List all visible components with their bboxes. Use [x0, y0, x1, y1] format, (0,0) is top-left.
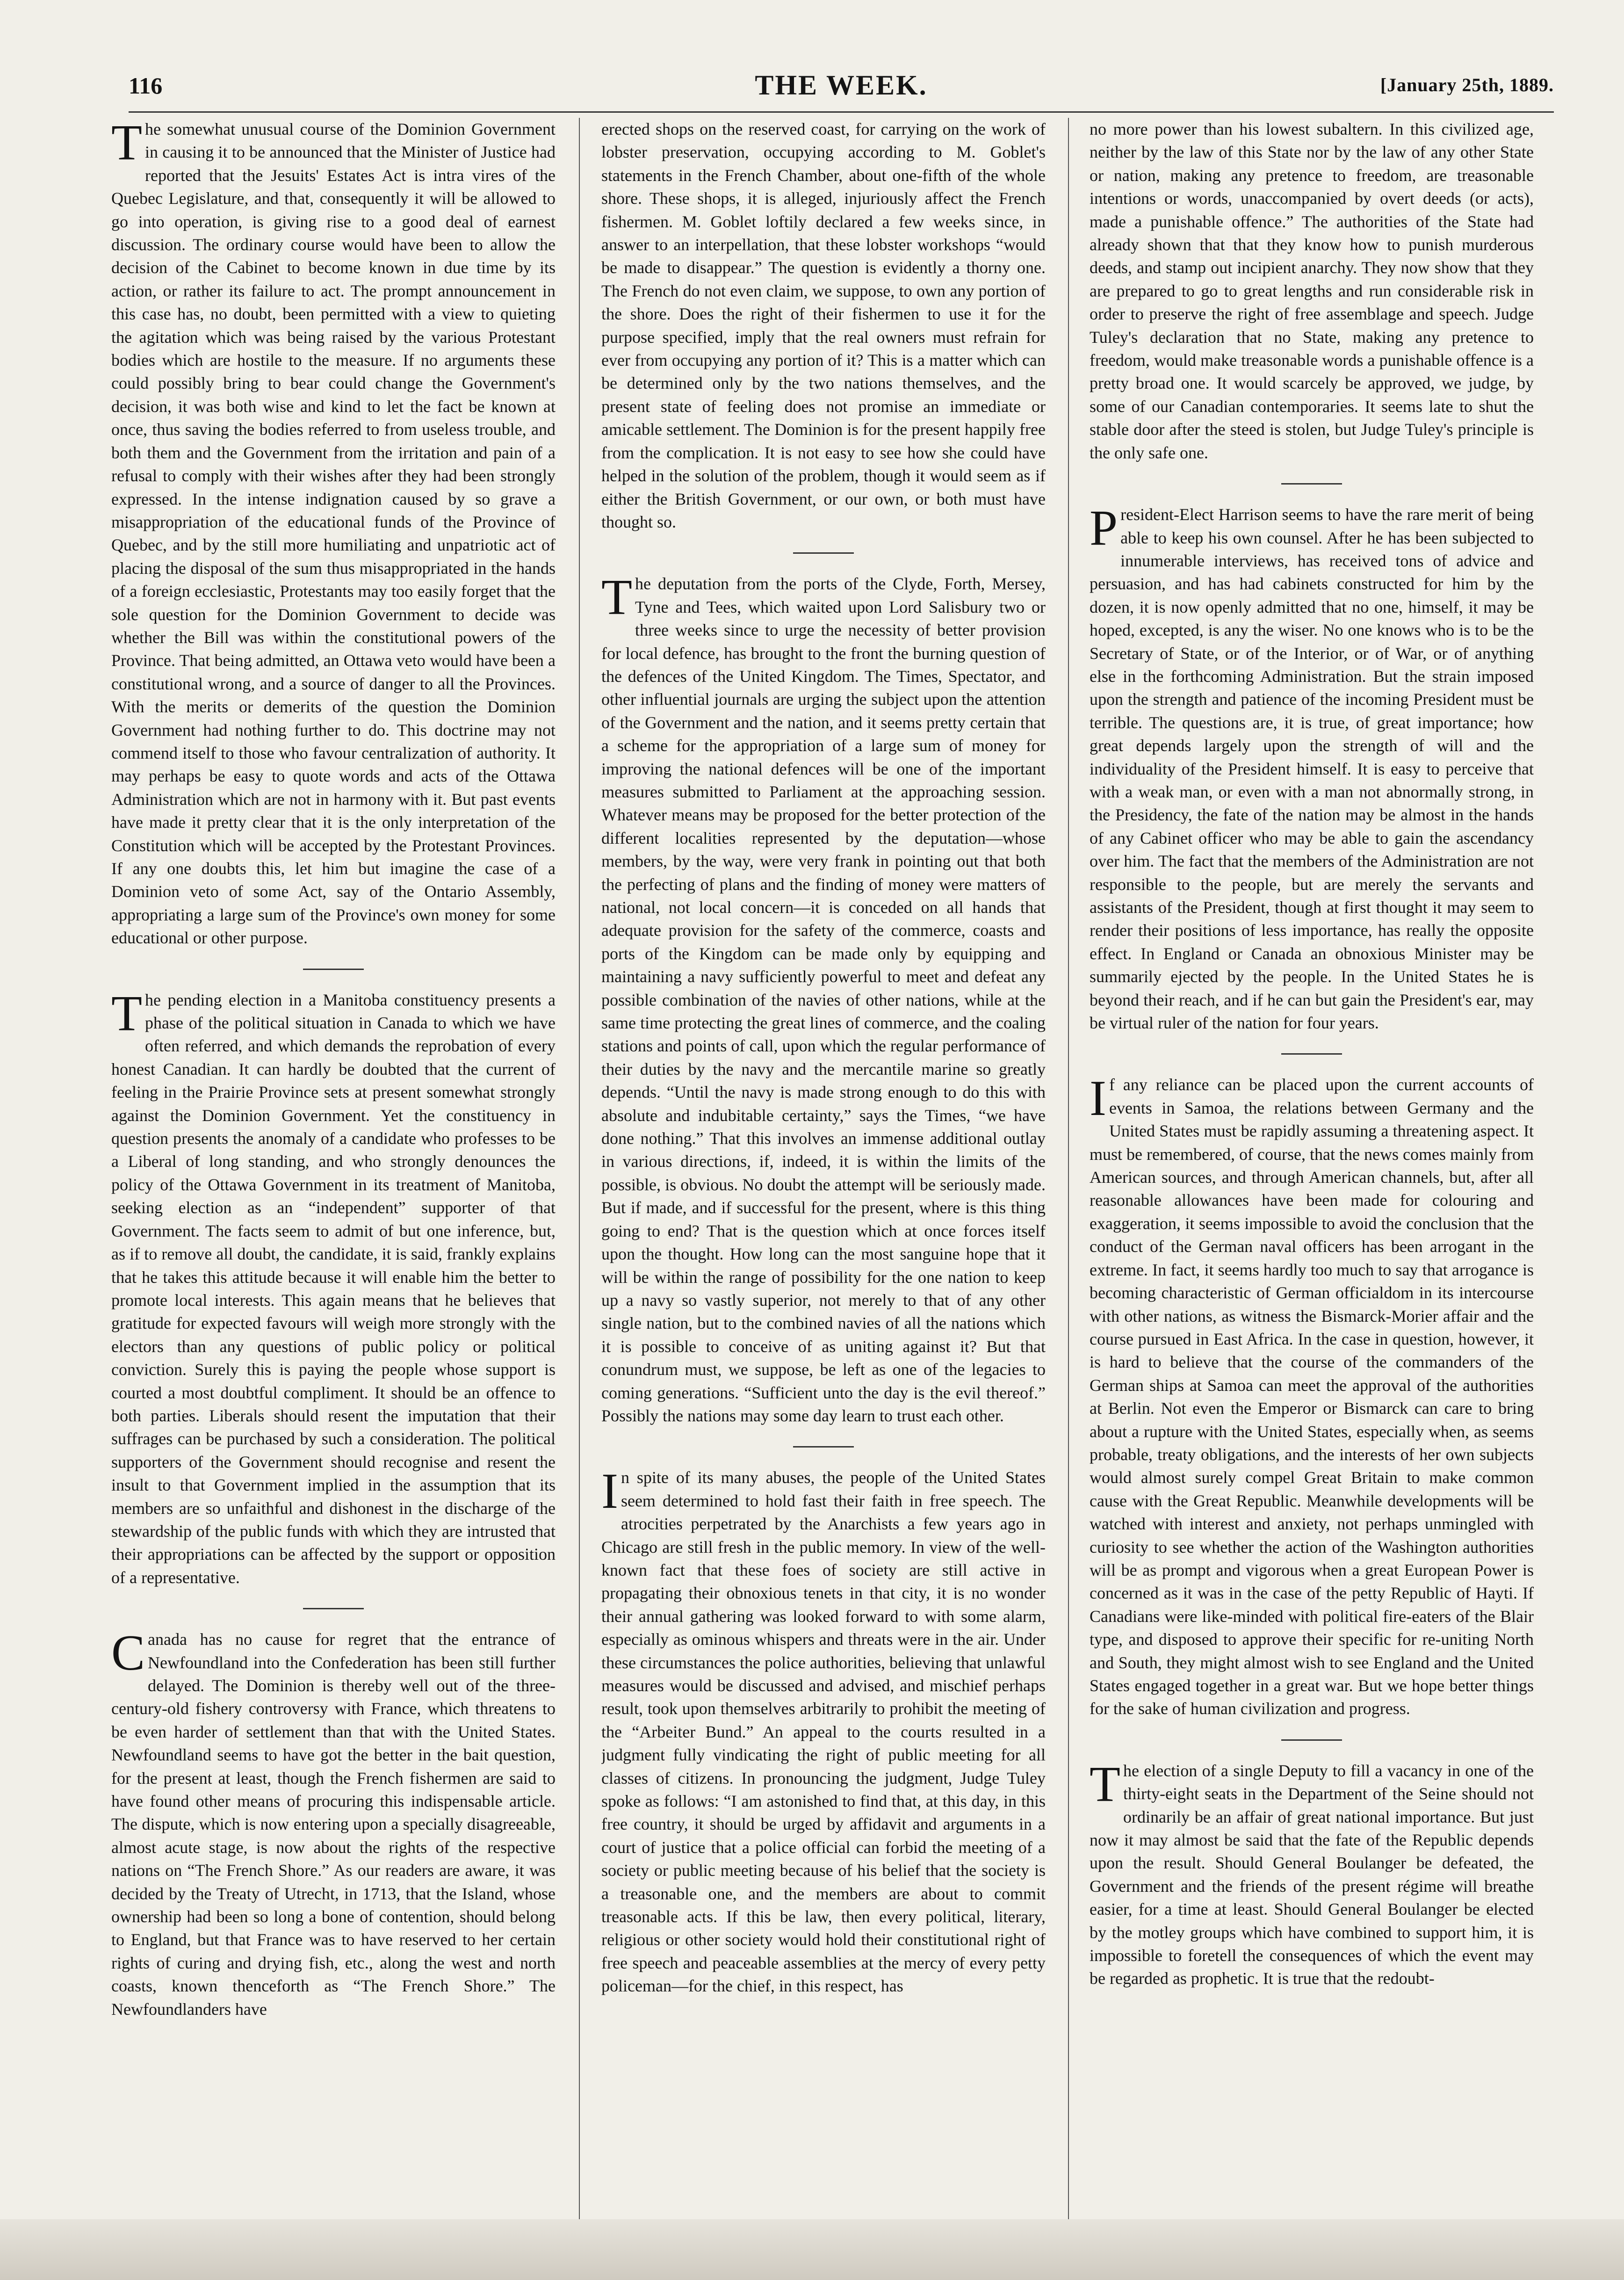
column-divider	[1068, 118, 1069, 2232]
column-2	[601, 118, 1046, 2222]
article-national-defences: The deputation from the ports of the Clyde, Forth, Mersey, Tyne and Tees, which waited upon Lord Salisbury two or three weeks since to urge the necessity of better provision for local defence, has brought to the front the burning question of the defences of the United Kingdom. The Times, Spectator, and other influential journals are urging the subject upon the attention of the Government and the nation, and it seems pretty certain that a scheme for the appropriation of a large sum of money for improving the national defences will be one of the important measures submitted to Parliament at the approaching session. Whatever means may be proposed for the better protection of the different localities represented by the deputation—whose members, by the way, were very frank in pointing out that both the perfecting of plans and the finding of money were matters of national, not local concern—it is conceded on all hands that adequate provision for the safety of the commerce, coasts and ports of the Kingdom can be made only by equipping and maintaining a navy sufficiently powerful to meet and defeat any possible combination of the navies of other nations, while at the same time protecting the great lines of commerce, and the coaling stations and points of call, upon which the regular performance of their duties by the navy and the mercantile marine so greatly depends. “Until the navy is made strong enough to do this with absolute and indubitable certainty,” says the Times, “we have done nothing.” That this involves an immense additional outlay in various directions, if, indeed, it is within the limits of the possible, is obvious. No doubt the attempt will be seriously made. But if made, and if successful for the present, where is this thing going to end? That is the question which at once forces itself upon the thought. How long can the most sanguine hope that it will be within the range of possibility for the one nation to keep up a navy so vastly superior, not merely to that of any other single nation, but to the combined navies of all the nations which it is possible to conceive of as uniting against it? But that conundrum must, we suppose, be left as one of the legacies to coming generations. “Sufficient unto the day is the evil thereof.” Possibly the nations may some day learn to trust each other.	[601, 570, 1046, 1425]
column-divider	[579, 118, 580, 2232]
column-3	[1090, 118, 1534, 2222]
article-manitoba-election: The pending election in a Manitoba constituency presents a phase of the political situation in Canada to which we have often referred, and which demands the reprobation of every honest Canadian. It can hardly be doubted that the current of feeling in the Prairie Province sets at present somewhat strongly against the Dominion Government. Yet the constituency in question presents the anomaly of a candidate who professes to be a Liberal of long standing, and who strongly denounces the policy of the Ottawa Government in its treatment of Manitoba, seeking election as an “independent” supporter of that Government. The facts seem to admit of but one inference, but, as if to remove all doubt, the candidate, it is said, frankly explains that he takes this attitude because it will enable him the better to promote local interests. This again means that he believes that gratitude for expected favours will weigh more strongly with the electors than any questions of public policy or political conviction. Surely this is paying the people whose support is courted a most doubtful compliment. It should be an offence to both parties. Liberals should resent the imputation that their suffrages can be purchased by such a consideration. The political supporters of the Government should recognise and resent the insult to that Government implied in the assumption that its members are so unfaithful and dishonest in the discharge of the stewardship of the public funds with which they are intrusted that their appropriations can be affected by the support or opposition of a representative.	[111, 985, 556, 1587]
article-separator	[1281, 1053, 1342, 1055]
page-number: 116	[129, 72, 163, 99]
article-separator	[793, 1446, 854, 1448]
article-seine-election: The election of a single Deputy to fill a vacancy in one of the thirty-eight seats in the Department of the Seine should not ordinarily be an affair of great national importance. But just now it may almost be said that the fate of the Republic depends upon the result. Should General Boulanger be defeated, the Government and the friends of the present régime will breathe easier, for a time at least. Should General Boulanger be elected by the motley groups which have combined to support him, it is impossible to foretell the consequences of which the event may be regarded as prophetic. It is true that the redoubt-	[1090, 1756, 1534, 1988]
article-newfoundland: Canada has no cause for regret that the entrance of Newfoundland into the Confederation has been still further delayed. The Dominion is thereby well out of the three-century-old fishery controversy with France, which threatens to be even harder of settlement than that with the United States. Newfoundland seems to have got the better in the bait question, for the present at least, though the French fishermen are said to have found other means of procuring this indispensable article. The dispute, which is now entering upon a specially disagreeable, almost acute stage, is now about the rights of the respective nations on “The French Shore.” As our readers are aware, it was decided by the Treaty of Utrecht, in 1713, that the Island, whose ownership had been so long a bone of contention, should belong to England, but that France was to have reserved to her certain rights of curing and drying fish, etc., along the west and north coasts, known thenceforth as “The French Shore.” The Newfoundlanders have	[111, 1625, 556, 2019]
article-separator	[303, 969, 364, 970]
issue-date: [January 25th, 1889.	[1380, 74, 1554, 95]
article-jesuits-estates-act: The somewhat unusual course of the Dominion Government in causing it to be announced that the Minister of Justice had reported that the Jesuits' Estates Act is intra vires of the Quebec Legislature, and that, consequently it will be allowed to go into operation, is giving rise to a good deal of earnest discussion. The ordinary course would have been to allow the decision of the Cabinet to become known in due time by its action, or rather its failure to act. The prompt announcement in this case has, no doubt, been permitted with a view to quieting the agitation which was being raised by the various Protestant bodies which are hostile to the measure. If no arguments these could possibly bring to bear could change the Government's decision, it was both wise and kind to let the fact be known at once, thus saving the bodies referred to from useless trouble, and both them and the Government from the irritation and pain of a refusal to comply with their wishes after they had been strongly expressed. In the intense indignation caused by so grave a misappropriation of the educational funds of the Province of Quebec, and by the still more humiliating and unpatriotic act of placing the disposal of the sum thus misappropriated in the hands of a foreign ecclesiastic, Protestants may too easily forget that the sole question for the Dominion Government to decide was whether the Bill was within the constitutional powers of the Province. That being admitted, an Ottawa veto would have been a constitutional wrong, and a source of danger to all the Provinces. With the merits or demerits of the question the Dominion Government had nothing further to do. This doctrine may not commend itself to those who favour centralization of authority. It may perhaps be easy to quote words and acts of the Ottawa Administration which are not in harmony with it. But past events have made it pretty clear that it is the only interpretation of the Constitution which will be accepted by the Protestant Provinces. If any one doubts this, let him but imagine the case of a Dominion veto of some Act, say of the Ontario Assembly, appropriating a large sum of the Province's own money for some educational or other purpose.	[111, 118, 556, 948]
article-free-speech-continued: no more power than his lowest subaltern. In this civilized age, neither by the law of this State nor by the law of any other State or nation, making any pretence to freedom, are treasonable intentions or words, unaccompanied by overt deeds (or acts), made a punishable offence.” The authorities of the State had already shown that that they know how to punish murderous deeds, and stamp out incipient anarchy. They now show that they are prepared to go to great lengths and run considerable risk in order to preserve the right of free assemblage and speech. Judge Tuley's declaration that no State, making any pretence to freedom, would make treasonable words a punishable offence is a pretty broad one. It would scarcely be approved, we judge, by some of our Canadian contemporaries. It seems late to shut the stable door after the steed is stolen, but Judge Tuley's principle is the only safe one.	[1090, 120, 1534, 462]
scan-bottom-edge	[0, 2219, 1624, 2280]
article-free-speech: In spite of its many abuses, the people of the United States seem determined to hold fast their faith in free speech. The atrocities perpetrated by the Anarchists a few years ago in Chicago are still fresh in the public memory. In view of the well-known fact that these foes of society are still active in propagating their obnoxious tenets in that city, it is no wonder their annual gathering was looked forward to with some alarm, especially as ominous whispers and threats were in the air. Under these circumstances the police authorities, believing that unlawful measures would be discussed and advised, and mischief perhaps result, took upon themselves arbitrarily to prohibit the meeting of the “Arbeiter Bund.” An appeal to the courts resulted in a judgment fully vindicating the right of public meeting for all classes of citizens. In pronouncing the judgment, Judge Tuley spoke as follows: “I am astonished to find that, at this day, in this free country, it should be urged by affidavit and arguments in a court of justice that a police official can forbid the meeting of a society or public meeting because of his belief that the society is a treasonable one, and the members are about to commit treasonable acts. If this be law, then every political, literary, religious or other society would hold their constitutional right of free speech and peaceable assemblies at the mercy of every petty policeman—for the chief, in this respect, has	[601, 1463, 1046, 1996]
article-separator	[1281, 483, 1342, 485]
publication-title: THE WEEK.	[755, 70, 928, 101]
article-separator	[303, 1608, 364, 1609]
column-1	[111, 118, 556, 2222]
article-separator	[1281, 1739, 1342, 1741]
page-header	[129, 69, 1554, 102]
article-french-shore-continued: erected shops on the reserved coast, for carrying on the work of lobster preservation, occupying according to M. Goblet's statements in the French Chamber, about one-fifth of the whole shore. These shops, it is alleged, injuriously affect the French fishermen. M. Goblet loftily declared a few weeks since, in answer to an interpellation, that these lobster workshops “would be made to disappear.” The question is evidently a thorny one. The French do not even claim, we suppose, to own any portion of the shore. Does the right of their fishermen to use it for the purpose specified, imply that the real owners must refrain for ever from occupying any portion of it? This is a matter which can be determined only by the two nations themselves, and the present state of feeling does not promise an immediate or amicable settlement. The Dominion is for the present happily free from the complication. It is not easy to see how she could have helped in the solution of the problem, though it would seem as if either the British Government, or our own, or both must have thought so.	[601, 120, 1046, 531]
article-separator	[793, 552, 854, 554]
article-samoa: If any reliance can be placed upon the current accounts of events in Samoa, the relations between Germany and the United States must be rapidly assuming a threatening aspect. It must be remembered, of course, that the news comes mainly from American sources, and through American channels, but, after all reasonable allowances have been made for colouring and exaggeration, it seems impossible to avoid the conclusion that the conduct of the German naval officers has been arrogant in the extreme. In fact, it seems hardly too much to say that arrogance is becoming characteristic of German officialdom in its intercourse with other nations, as witness the Bismarck-Morier affair and the course pursued in East Africa. In the case in question, however, it is hard to believe that the course of the commanders of the German ships at Samoa can meet the approval of the authorities at Berlin. Not even the Emperor or Bismarck can care to bring about a rupture with the United States, especially when, as seems probable, treaty obligations, and the interests of her own subjects would almost surely compel Great Britain to make common cause with the Great Republic. Meanwhile developments will be watched with interest and anxiety, not perhaps unmingled with curiosity to see whether the action of the Washington authorities will be as prompt and vigorous when a great European Power is concerned as it was in the case of the petty Republic of Hayti. If Canadians were like-minded with political fire-eaters of the Blair type, and disposed to approve their specific for re-uniting North and South, they might almost wish to see England and the United States engaged together in a great war. But we hope better things for the sake of human civilization and progress.	[1090, 1071, 1534, 1718]
header-divider	[129, 111, 1554, 113]
article-president-harrison: President-Elect Harrison seems to have the rare merit of being able to keep his own counsel. After he has been subjected to innumerable interviews, has received tons of advice and persuasion, and has had cabinets constructed for him by the dozen, it is now openly admitted that no one, himself, it may be hoped, excepted, is any the wiser. No one knows who is to be the Secretary of State, or of the Interior, or of War, or of anything else in the forthcoming Administration. But the strain imposed upon the strength and patience of the incoming President must be terrible. The questions are, it is true, of great importance; how great depends largely upon the strength of will and the individuality of the President himself. It is easy to perceive that with a weak man, or even with a man not abnormally strong, in the Presidency, the fate of the nation may be almost in the hands of any Cabinet officer who may be able to gain the ascendancy over him. The fact that the members of the Administration are not responsible to the people, but are merely the servants and assistants of the President, though at first thought it may seem to render their positions of less importance, has really the opposite effect. In England or Canada an obnoxious Minister may be summarily ejected by the people. In the United States he is beyond their reach, and if he can but gain the President's ear, may be virtual ruler of the nation for four years.	[1090, 500, 1534, 1033]
